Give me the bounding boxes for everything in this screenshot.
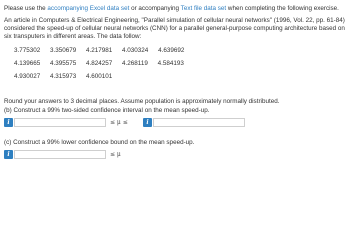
ci-lower-input[interactable]	[14, 118, 106, 127]
ci-upper-input[interactable]	[153, 118, 245, 127]
data-value: 4.139665	[14, 60, 41, 67]
data-row-1	[14, 47, 188, 55]
data-value: 4.930027	[14, 73, 41, 80]
data-value: 4.600101	[86, 73, 113, 80]
data-row-3	[14, 73, 116, 81]
part-b-label: (b) Construct a 99% two-sided confidence interval on the mean speed-up.	[4, 107, 210, 114]
info-icon[interactable]: i	[143, 118, 152, 127]
data-value: 4.217981	[86, 47, 113, 54]
data-value: 3.350679	[50, 47, 77, 54]
intro-middle: or accompanying	[129, 5, 181, 12]
info-icon[interactable]: i	[4, 150, 13, 159]
data-value: 4.315973	[50, 73, 77, 80]
data-row-2	[14, 60, 188, 68]
data-value: 4.639692	[158, 47, 185, 54]
problem-text	[4, 17, 346, 42]
data-value: 3.775302	[14, 47, 41, 54]
intro-suffix: when completing the following exercise.	[226, 5, 339, 12]
data-value: 4.824257	[86, 60, 113, 67]
excel-data-link[interactable]: accompanying Excel data set	[47, 5, 130, 12]
data-value: 4.030324	[122, 47, 149, 54]
data-value: 4.584193	[157, 60, 184, 67]
rounding-instruction: Round your answers to 3 decimal places. Assume population is approximately normally distributed.	[4, 98, 280, 105]
problem-statement: An article in Computers & Electrical Engineering, "Parallel simulation of cellular neural networks" (1996, Vol. 22, pp. 61-84) considered the speed-up of cellular neural networks (CNN) for a parallel general-purpose computing architecture based on six transputers in different areas. The data follow:	[4, 17, 345, 41]
info-icon[interactable]: i	[4, 118, 13, 127]
data-value: 4.268119	[122, 60, 148, 67]
lower-bound-inequality: ≤ μ	[110, 151, 121, 158]
two-sided-inequality: ≤ μ ≤	[110, 119, 128, 126]
intro-line	[4, 5, 339, 13]
part-c-label: (c) Construct a 99% lower confidence bound on the mean speed-up.	[4, 139, 195, 146]
text-file-link[interactable]: Text file data set	[180, 5, 227, 12]
data-value: 4.395575	[50, 60, 77, 67]
lower-bound-input[interactable]	[14, 150, 106, 159]
intro-prefix: Please use the	[4, 5, 48, 12]
